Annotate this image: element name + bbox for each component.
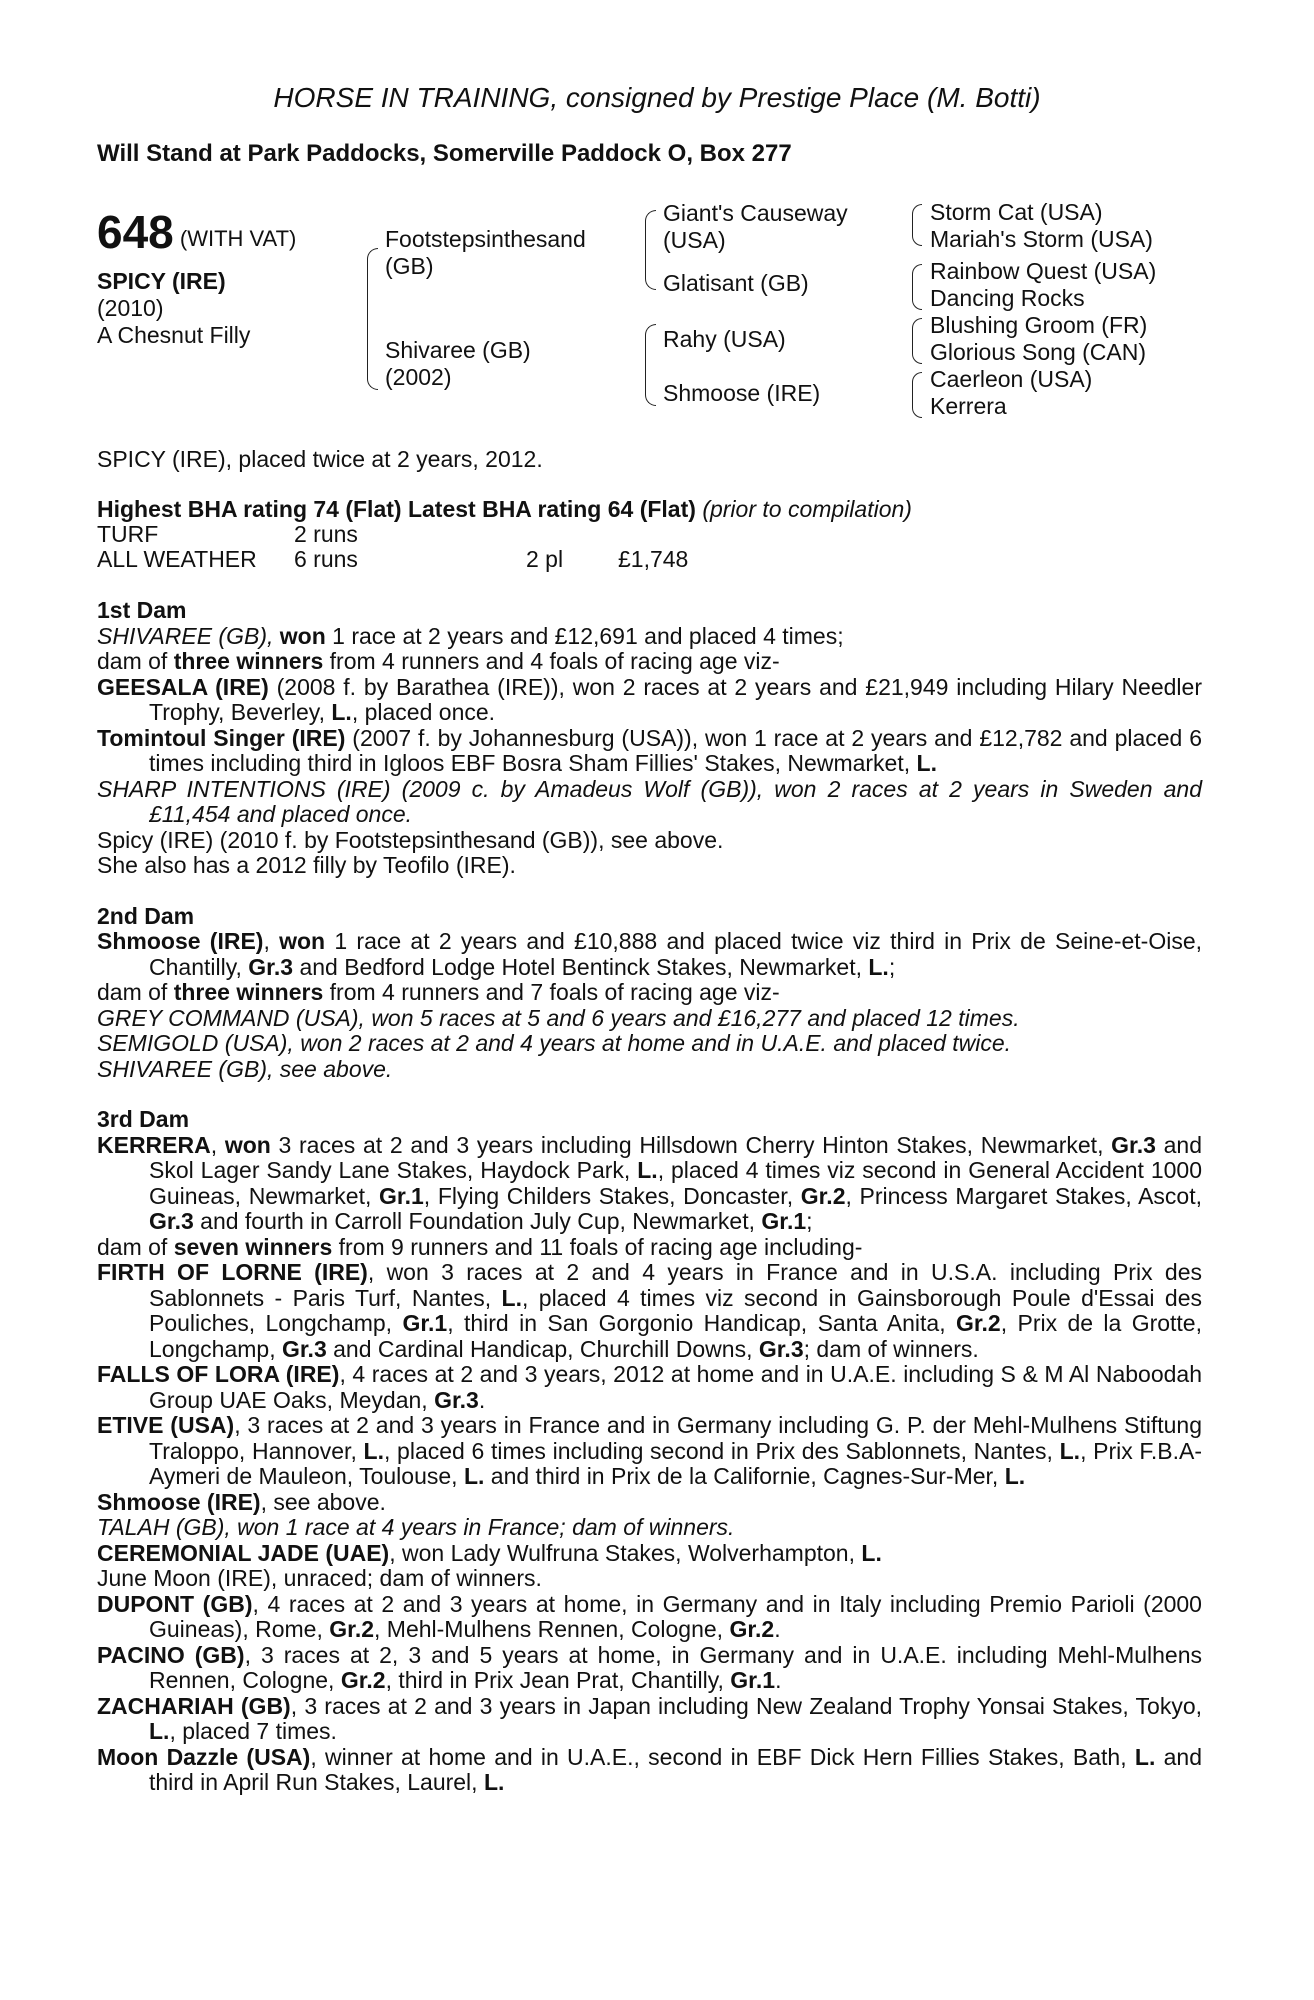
stand-location: Will Stand at Park Paddocks, Somerville Paddock O, Box 277 <box>97 140 792 167</box>
third-dam-heading: 3rd Dam <box>97 1106 190 1132</box>
produce-dupont: DUPONT (GB), 4 races at 2 and 3 years at home, in Germany and in Italy including Premio Parioli (2000 Guineas), Rome, Gr.2, Mehl-Mulhens Rennen, Cologne, Gr.2. <box>97 1590 1202 1642</box>
horse-name: SPICY (IRE) <box>97 268 226 294</box>
race-summary: SPICY (IRE), placed twice at 2 years, 2012. <box>97 446 543 472</box>
produce-semigold: SEMIGOLD (USA), won 2 races at 2 and 4 years at home and in U.A.E. and placed twice. <box>97 1030 1012 1056</box>
pedigree-g1: Storm Cat (USA) <box>930 199 1103 225</box>
pedigree-dam-sire: Rahy (USA) <box>663 326 786 352</box>
lot-number-block <box>97 205 296 259</box>
pedigree-sire-sire: Giant's Causeway (USA) <box>663 200 848 253</box>
second-dam-heading: 2nd Dam <box>97 902 195 929</box>
bracket-sire-parents <box>645 210 656 290</box>
produce-pacino: PACINO (GB), 3 races at 2, 3 and 5 years at home, in Germany and in U.A.E. including Mehl-Mulhens Rennen, Cologne, Gr.2, third in Prix Jean Prat, Chantilly, Gr.1. <box>97 1641 1202 1693</box>
pedigree-g6: Glorious Song (CAN) <box>930 339 1147 365</box>
horse-info <box>97 268 250 349</box>
produce-zachariah: ZACHARIAH (GB), 3 races at 2 and 3 years in Japan including New Zealand Trophy Yonsai Stakes, Tokyo, L., placed 7 times. <box>97 1692 1203 1744</box>
bracket-sire-dam <box>367 248 378 390</box>
pedigree-g4: Dancing Rocks <box>930 285 1085 311</box>
second-dam-dam-of: dam of three winners from 4 runners and 7 foals of racing age viz- <box>97 979 780 1005</box>
produce-grey-command: GREY COMMAND (USA), won 5 races at 5 and 6 years and £16,277 and placed 12 times. <box>97 1004 1020 1031</box>
lot-number: 648 <box>97 206 174 258</box>
produce-tomintoul-singer: Tomintoul Singer (IRE) (2007 f. by Johannesburg (USA)), won 1 race at 2 years and £12,782 and placed 6 times including third in Igloos EBF Bosra Sham Fillies' Stakes, Newmarket, L. <box>97 724 1203 776</box>
produce-geesala: GEESALA (IRE) (2008 f. by Barathea (IRE)), won 2 races at 2 years and £21,949 including Hilary Needler Trophy, Beverley, L., placed once. <box>97 673 1202 725</box>
produce-firth-of-lorne: FIRTH OF LORNE (IRE), won 3 races at 2 and 4 years in France and in U.S.A. including Prix des Sablonnets - Paris Turf, Nantes, L., placed 4 times viz second in Gainsborough Poule d'Essai des Pouliches, Longchamp, Gr.1, third in San Gorgonio Handicap, Santa Anita, Gr.2, Prix de la Grotte, Longchamp, Gr.3 and Cardinal Handicap, Churchill Downs, Gr.3; dam of winners. <box>97 1259 1203 1362</box>
produce-moon-dazzle: Moon Dazzle (USA), winner at home and in U.A.E., second in EBF Dick Hern Fillies Stakes, Bath, L. and third in April Run Stakes, Laurel, L. <box>97 1743 1203 1795</box>
first-dam-intro: SHIVAREE (GB), won 1 race at 2 years and £12,691 and placed 4 times; <box>97 622 844 649</box>
produce-record <box>97 598 1202 1796</box>
bha-heading: Highest BHA rating 74 (Flat) Latest BHA rating 64 (Flat) <box>97 496 696 522</box>
page-title: HORSE IN TRAINING, consigned by Prestige Place (M. Botti) <box>273 82 1041 113</box>
third-dam-intro: KERRERA, won 3 races at 2 and 3 years including Hillsdown Cherry Hinton Stakes, Newmarket, Gr.3 and Skol Lager Sandy Lane Stakes, Haydock Park, L., placed 4 times viz second in General Accident 1000 Guineas, Newmarket, Gr.1, Flying Childers Stakes, Doncaster, Gr.2, Princess Margaret Stakes, Ascot, Gr.3 and fourth in Carroll Foundation July Cup, Newmarket, Gr.1; <box>97 1131 1203 1234</box>
pedigree-g8: Kerrera <box>930 393 1007 419</box>
aw-placed: 2 pl <box>526 546 564 572</box>
first-dam-note: She also has a 2012 filly by Teofilo (IRE). <box>97 852 516 878</box>
aw-prize: £1,748 <box>618 546 689 572</box>
first-dam-dam-of: dam of three winners from 4 runners and 4 foals of racing age viz- <box>97 648 780 674</box>
aw-label: ALL WEATHER <box>97 546 257 572</box>
horse-description: A Chesnut Filly <box>97 322 251 348</box>
vat-note: (WITH VAT) <box>179 226 297 251</box>
bracket-dam-parents <box>645 324 656 406</box>
pedigree-g7: Caerleon (USA) <box>930 366 1093 392</box>
pedigree-dam-dam: Shmoose (IRE) <box>663 380 821 406</box>
produce-june-moon: June Moon (IRE), unraced; dam of winners. <box>97 1565 542 1591</box>
bha-note: (prior to compilation) <box>702 496 912 522</box>
produce-sharp-intentions: SHARP INTENTIONS (IRE) (2009 c. by Amadeus Wolf (GB)), won 2 races at 2 years in Sweden and £11,454 and placed once. <box>97 775 1202 827</box>
produce-shivaree: SHIVAREE (GB), see above. <box>97 1055 393 1082</box>
produce-ceremonial-jade: CEREMONIAL JADE (UAE), won Lady Wulfruna Stakes, Wolverhampton, L. <box>97 1539 882 1566</box>
pedigree-dam: Shivaree (GB) (2002) <box>385 337 531 390</box>
produce-shmoose: Shmoose (IRE), see above. <box>97 1488 386 1515</box>
second-dam-intro: Shmoose (IRE), won 1 race at 2 years and £10,888 and placed twice viz third in Prix de Seine-et-Oise, Chantilly, Gr.3 and Bedford Lodge Hotel Bentinck Stakes, Newmarket, L.; <box>97 928 1203 980</box>
produce-etive: ETIVE (USA), 3 races at 2 and 3 years in France and in Germany including G. P. der Mehl-Mulhens Stiftung Traloppo, Hannover, L., placed 6 times including second in Prix des Sablonnets, Nantes, L., Prix F.B.A-Aymeri de Mauleon, Toulouse, L. and third in Prix de la Californie, Cagnes-Sur-Mer, L. <box>97 1412 1203 1489</box>
produce-falls-of-lora: FALLS OF LORA (IRE), 4 races at 2 and 3 years, 2012 at home and in U.A.E. including S & M Al Naboodah Group UAE Oaks, Meydan, Gr.3. <box>97 1361 1202 1413</box>
produce-talah: TALAH (GB), won 1 race at 4 years in France; dam of winners. <box>97 1514 735 1540</box>
bracket-g4 <box>912 372 922 418</box>
pedigree-g3: Rainbow Quest (USA) <box>930 258 1157 284</box>
pedigree-g5: Blushing Groom (FR) <box>930 312 1148 338</box>
pedigree-g2: Mariah's Storm (USA) <box>930 226 1153 252</box>
produce-spicy: Spicy (IRE) (2010 f. by Footstepsinthesand (GB)), see above. <box>97 826 724 853</box>
bha-ratings <box>97 496 912 523</box>
turf-label: TURF <box>97 521 159 547</box>
aw-runs: 6 runs <box>294 546 358 572</box>
horse-year: (2010) <box>97 295 164 321</box>
bracket-g3 <box>912 318 922 364</box>
turf-runs: 2 runs <box>294 521 358 547</box>
first-dam-heading: 1st Dam <box>97 597 187 623</box>
pedigree-sire-dam: Glatisant (GB) <box>663 270 809 296</box>
third-dam-dam-of: dam of seven winners from 9 runners and 11 foals of racing age including- <box>97 1233 863 1260</box>
bracket-g1 <box>912 204 922 246</box>
bracket-g2 <box>912 264 922 310</box>
pedigree-sire: Footstepsinthesand (GB) <box>385 226 586 279</box>
